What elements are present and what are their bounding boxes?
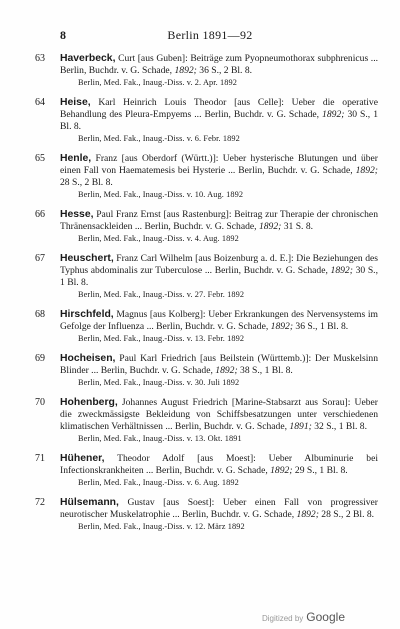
entry-number: 68 <box>35 309 45 320</box>
entry-number: 72 <box>35 497 45 508</box>
entry-text <box>60 253 378 289</box>
entry-year: 1892; <box>270 465 293 476</box>
author-name: Heise, <box>60 97 91 108</box>
entry-year: 1892; <box>258 221 282 232</box>
entry-extent: 28 S., 2 Bl. 8. <box>60 177 113 188</box>
entry-dissertation-note: Berlin, Med. Fak., Inaug.-Diss. v. 12. März 1892 <box>78 522 245 531</box>
list-item <box>35 309 378 344</box>
entry-year: 1892; <box>270 321 294 332</box>
entry-text <box>60 397 378 433</box>
entry-year: 1892; <box>174 65 197 76</box>
entry-dissertation-note: Berlin, Med. Fak., Inaug.-Diss. v. 6. Febr. 1892 <box>78 134 240 143</box>
entry-text <box>60 97 378 133</box>
entry-text <box>60 209 378 233</box>
entry-number: 65 <box>35 153 45 164</box>
entry-list <box>35 44 379 532</box>
entry-number: 64 <box>35 97 45 108</box>
author-name: Hülsemann, <box>60 497 119 508</box>
list-item <box>35 497 378 532</box>
entry-year: 1892; <box>322 109 345 120</box>
entry-title: Paul Karl Friedrich [aus Beilstein (Württemb.)]: Der Muskelsinn Blinder ... Berlin, Buchdr. v. G. Schade, <box>60 353 378 376</box>
author-name: Hesse, <box>60 209 94 220</box>
entry-extent: 31 S. 8. <box>281 221 314 232</box>
watermark-caption: Digitized by <box>261 614 304 623</box>
author-name: Hühener, <box>60 453 105 464</box>
list-item <box>35 253 378 300</box>
entry-dissertation-note: Berlin, Med. Fak., Inaug.-Diss. v. 13. Okt. 1891 <box>78 434 242 443</box>
entry-dissertation-note: Berlin, Med. Fak., Inaug.-Diss. v. 10. Aug. 1892 <box>78 190 244 199</box>
page-number: 8 <box>60 28 66 42</box>
entry-text <box>60 53 378 77</box>
entry-text <box>60 453 378 477</box>
entry-dissertation-note: Berlin, Med. Fak., Inaug.-Diss. v. 6. Aug. 1892 <box>78 478 239 487</box>
list-item <box>35 453 378 488</box>
entry-dissertation-note: Berlin, Med. Fak., Inaug.-Diss. v. 2. Apr. 1892 <box>78 78 238 87</box>
entry-number: 66 <box>35 209 45 220</box>
author-name: Heuschert, <box>60 253 114 264</box>
entry-extent: 36 S., 2 Bl. 8. <box>196 65 253 76</box>
list-item <box>35 353 378 388</box>
entry-text <box>60 153 378 189</box>
entry-year: 1892; <box>330 265 353 276</box>
entry-dissertation-note: Berlin, Med. Fak., Inaug.-Diss. v. 13. Febr. 1892 <box>78 334 245 343</box>
list-item <box>35 53 378 88</box>
entry-title: Paul Franz Ernst [aus Rastenburg]: Beitrag zur Therapie der chronischen Thränensackleiden ... Berlin, Buchdr. v. G. Schade, <box>60 209 378 232</box>
entry-year: 1892; <box>215 365 238 376</box>
author-name: Henle, <box>60 153 92 164</box>
entry-year: 1892; <box>296 509 319 520</box>
entry-title: Franz [aus Oberdorf (Württ.)]: Ueber hysterische Blutungen und über einen Fall von Haematemesis bei Hysterie ... Berlin, Buchdr. v. G. Schade, <box>60 153 378 176</box>
entry-number: 71 <box>35 453 45 464</box>
digitization-watermark <box>262 610 345 624</box>
entry-dissertation-note: Berlin, Med. Fak., Inaug.-Diss. v. 27. Febr. 1892 <box>78 290 245 299</box>
entry-number: 67 <box>35 253 45 264</box>
entry-title: Curt [aus Guben]: Beiträge zum Pyopneumothorax subphrenicus ... Berlin, Buchdr. v. G. Schade, <box>60 53 378 76</box>
entry-extent: 29 S., 1 Bl. 8. <box>292 465 348 476</box>
entry-title: Theodor Adolf [aus Moest]: Ueber Albuminurie bei Infectionskrankheiten ... Berlin, Buchdr. v. G. Schade, <box>60 453 378 476</box>
entry-title: Franz Carl Wilhelm [aus Boizenburg a. d. E.]: Die Beziehungen des Typhus abdominalis zur Tuberculose ... Berlin, Buchdr. v. G. Schade, <box>60 253 378 276</box>
list-item <box>35 97 379 144</box>
entry-extent: 28 S., 2 Bl. 8. <box>318 509 375 520</box>
entry-dissertation-note: Berlin, Med. Fak., Inaug.-Diss. v. 30. Juli 1892 <box>78 378 240 387</box>
entry-number: 70 <box>35 397 45 408</box>
entry-extent: 30 S., 1 Bl. 8. <box>60 265 378 288</box>
entry-text <box>60 309 378 333</box>
running-title: Berlin 1891—92 <box>167 28 253 42</box>
author-name: Haverbeck, <box>60 53 116 64</box>
list-item <box>35 153 378 200</box>
entry-number: 69 <box>35 353 45 364</box>
list-item <box>35 209 378 244</box>
watermark-logo: Google <box>306 610 345 624</box>
page-header <box>60 28 360 42</box>
author-name: Hocheisen, <box>60 353 116 364</box>
entry-text <box>60 497 378 521</box>
entry-title: Karl Heinrich Louis Theodor [aus Celle]: Ueber die operative Behandlung des Pleura-Empyems ... Berlin, Buchdr. v. G. Schade, <box>60 97 378 120</box>
entry-extent: 30 S., 1 Bl. 8. <box>60 109 379 132</box>
list-item <box>35 397 378 444</box>
entry-dissertation-note: Berlin, Med. Fak., Inaug.-Diss. v. 4. Aug. 1892 <box>78 234 239 243</box>
entry-text <box>60 353 378 377</box>
entry-extent: 36 S., 1 Bl. 8. <box>293 321 349 332</box>
entry-extent: 32 S., 1 Bl. 8. <box>311 421 367 432</box>
author-name: Hohenberg, <box>60 397 118 408</box>
entry-title: Gustav [aus Soest]: Ueber einen Fall von progressiver neurotischer Muskelatrophie ... Berlin, Buchdr. v. G. Schade, <box>60 497 378 520</box>
entry-extent: 38 S., 1 Bl. 8. <box>237 365 293 376</box>
entry-number: 63 <box>35 53 45 64</box>
entry-title: Johannes August Friedrich [Marine-Stabsarzt aus Sorau]: Ueber die zweckmässigste Bekleidung von Schiffsbesatzungen unter verschiedenen klimatischen Verhältnissen ... Berlin, Buchdr. v. G. Schade, <box>60 397 378 432</box>
entry-year: 1892; <box>355 165 378 176</box>
entry-title: Magnus [aus Kolberg]: Ueber Erkrankungen des Nervensystems im Gefolge der Influenza ... Berlin, Buchdr. v. G. Schade, <box>60 309 378 332</box>
entry-year: 1891; <box>289 421 312 432</box>
author-name: Hirschfeld, <box>60 309 114 320</box>
